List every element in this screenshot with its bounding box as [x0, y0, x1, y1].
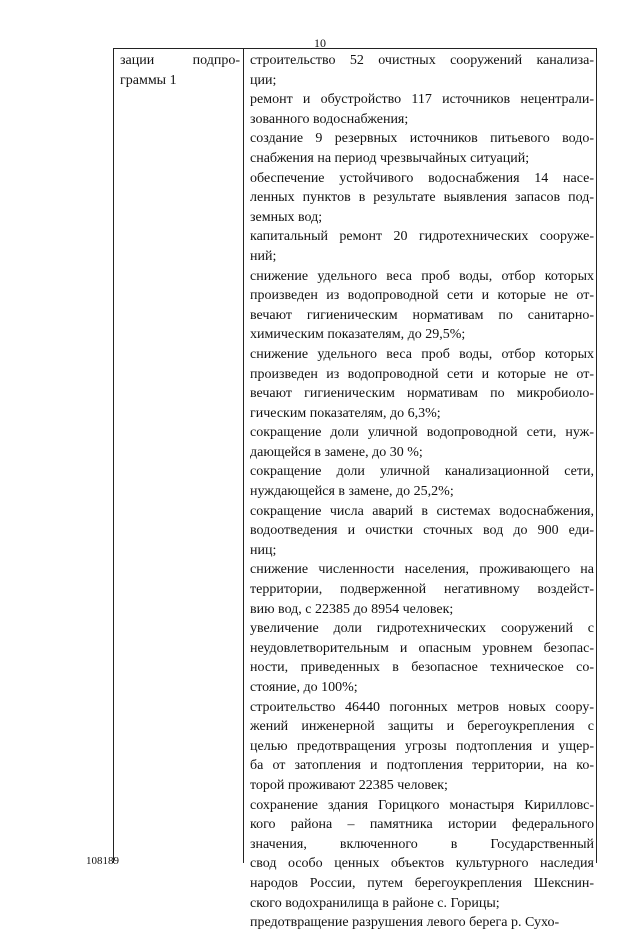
text-line: нуждающейся в замене, до 25,2%; [250, 484, 454, 500]
text-line: строительство 52 очистных сооружений канализа- [250, 53, 594, 68]
text-line: вечают гигиеническим нормативам по микробиоло- [250, 386, 594, 402]
left-cell-line [120, 51, 240, 71]
column-divider [243, 49, 244, 863]
text-line: предотвращение разрушения левого берега р. Сухо- [250, 915, 560, 931]
text-line: торой проживают 22385 человек; [250, 777, 448, 793]
text-line: ба от затопления и подтопления территории, на ко- [250, 758, 594, 774]
text-line: снижение численности населения, проживающего на [250, 562, 594, 578]
right-cell [250, 51, 594, 933]
left-cell-word: граммы 1 [120, 73, 177, 88]
text-line: земных вод; [250, 209, 323, 225]
text-line: ниц; [250, 542, 277, 558]
text-line: ского водохранилища в районе с. Горицы; [250, 895, 500, 911]
text-line: вечают гигиеническим нормативам по санитарно- [250, 307, 594, 323]
text-line: целью предотвращения угрозы подтопления и ущер- [250, 738, 594, 754]
document-table [113, 48, 597, 931]
left-cell-line [120, 71, 240, 91]
text-line: ции; [250, 72, 277, 88]
text-line: снижение удельного веса проб воды, отбор которых [250, 346, 594, 362]
text-line: строительство 46440 погонных метров новых соору- [250, 699, 594, 715]
document-code: 108189 [86, 855, 119, 867]
left-cell-word: зации [120, 53, 155, 68]
text-line: создание 9 резервных источников питьевого водо- [250, 131, 594, 147]
text-line: водоотведения и очистки сточных вод до 900 еди- [250, 523, 594, 539]
text-line: дающейся в замене, до 30 %; [250, 444, 423, 460]
text-line: химическим показателям, до 29,5%; [250, 327, 466, 343]
left-cell-word: подпро- [192, 53, 240, 68]
text-line: сокращение доли уличной канализационной сети, [250, 464, 594, 480]
text-line: сокращение числа аварий в системах водоснабжения, [250, 503, 594, 519]
text-line: народов России, путем берегоукрепления Шекснин- [250, 875, 594, 891]
text-line: сохранение здания Горицкого монастыря Кирилловс- [250, 797, 594, 813]
text-line: жений инженерной защиты и берегоукрепления с [250, 719, 594, 735]
text-line: снижение удельного веса проб воды, отбор которых [250, 268, 594, 284]
text-line: обеспечение устойчивого водоснабжения 14 насе- [250, 170, 594, 186]
text-line: свод особо ценных объектов культурного наследия [250, 856, 594, 872]
text-line: стояние, до 100%; [250, 680, 358, 695]
text-line: снабжения на период чрезвычайных ситуаций; [250, 150, 530, 166]
text-line: неудовлетворительным и опасным уровнем безопас- [250, 640, 594, 656]
text-line: зованного водоснабжения; [250, 111, 409, 127]
text-line: гическим показателям, до 6,3%; [250, 405, 441, 421]
text-line: вию вод, с 22385 до 8954 человек; [250, 601, 454, 617]
text-line: ремонт и обустройство 117 источников нецентрали- [250, 92, 594, 108]
text-line: сокращение доли уличной водопроводной сети, нуж- [250, 425, 594, 441]
text-line: ленных пунктов в результате выявления запасов под- [250, 190, 594, 206]
left-cell [120, 51, 240, 91]
text-line: произведен из водопроводной сети и которые не от- [250, 288, 594, 304]
text-line: капитальный ремонт 20 гидротехнических сооруже- [250, 229, 594, 245]
page-number: 10 [314, 36, 326, 50]
text-line: ности, приведенных в безопасное техническое со- [250, 660, 594, 676]
text-line: ний; [250, 248, 277, 264]
text-line: кого района – памятника истории федерального [250, 817, 594, 833]
text-line: произведен из водопроводной сети и которые не от- [250, 366, 594, 382]
text-line: увеличение доли гидротехнических сооружений с [250, 621, 594, 637]
text-line: территории, подверженной негативному воздейст- [250, 582, 594, 598]
text-line: значения, включенного в Государственный [250, 836, 594, 852]
